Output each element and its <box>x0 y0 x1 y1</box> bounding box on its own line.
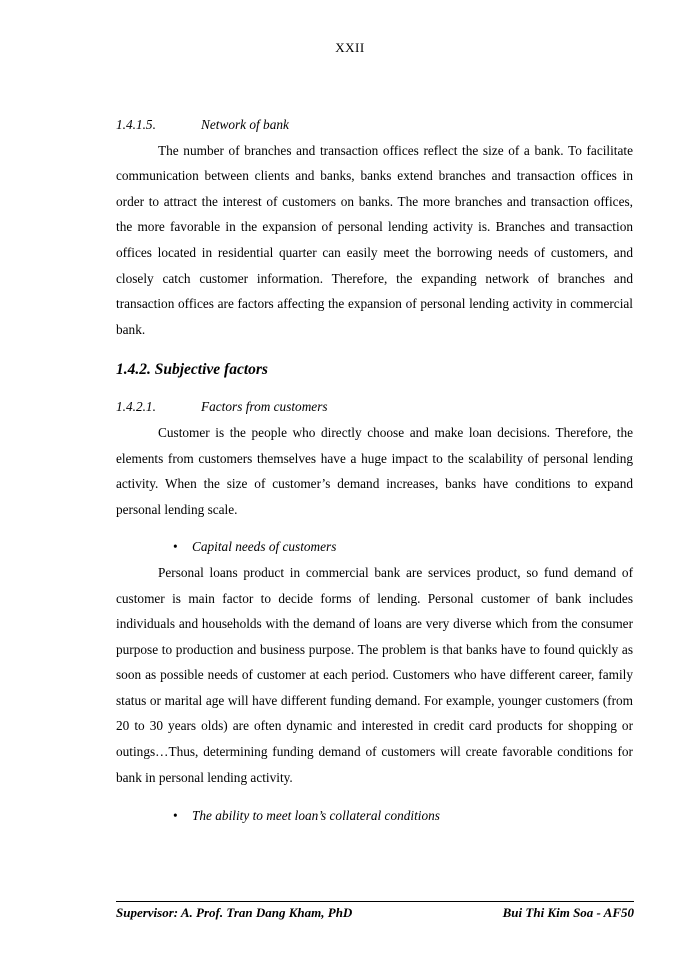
bullet-label: The ability to meet loan’s collateral conditions <box>192 808 440 824</box>
bullet-collateral <box>116 803 633 829</box>
section-heading-customers <box>116 394 633 420</box>
customers-paragraph: Customer is the people who directly choose and make loan decisions. Therefore, the elements from customers themselves have a huge impact to the scalability of personal lending activity. When the size of customer’s demand increases, banks have conditions to expand personal lending scale. <box>116 424 633 517</box>
subjective-factors-heading: 1.4.2. Subjective factors <box>116 361 268 379</box>
bullet-label: Capital needs of customers <box>192 539 337 555</box>
footer-divider <box>116 901 634 902</box>
section-title: Factors from customers <box>201 399 328 415</box>
network-paragraph: The number of branches and transaction offices reflect the size of a bank. To facilitate communication between clients and banks, banks extend branches and transaction offices in order to attract the interest of customers on banks. The more branches and transaction offices, the more favorable in the expansion of personal lending activity is. Branches and transaction offices located in residential quarter can easily meet the borrowing needs of customers, and closely catch customer information. Therefore, the expanding network of branches and transaction offices are factors affecting the expansion of personal lending activity in commercial bank. <box>116 142 633 337</box>
bullet-capital-needs <box>116 534 633 560</box>
footer-author: Bui Thi Kim Soa - AF50 <box>502 905 634 920</box>
page-content <box>116 112 633 829</box>
page-number: XXII <box>335 40 365 55</box>
footer-supervisor: Supervisor: A. Prof. Tran Dang Kham, PhD <box>116 905 353 920</box>
bullet-dot-icon: • <box>173 808 178 824</box>
capital-needs-paragraph: Personal loans product in commercial bank are services product, so fund demand of customer is main factor to decide forms of lending. Personal customer of bank includes individuals and households with the demand of loans are very diverse which from the consumer purpose to production and business purpose. The problem is that banks have to found quickly as soon as possible needs of customer at each period. Customers who have different career, family status or marital age will have different funding demand. For example, younger customers (from 20 to 30 years olds) are often dynamic and interested in credit card products for shopping or outings…Thus, determining funding demand of customers will create favorable conditions for bank in personal lending activity. <box>116 564 633 785</box>
section-title: Network of bank <box>201 117 289 132</box>
footer <box>116 905 634 921</box>
bullet-dot-icon: • <box>173 539 178 555</box>
section-number: 1.4.1.5. <box>116 117 156 132</box>
section-heading-network <box>116 112 633 138</box>
section-number: 1.4.2.1. <box>116 399 156 415</box>
